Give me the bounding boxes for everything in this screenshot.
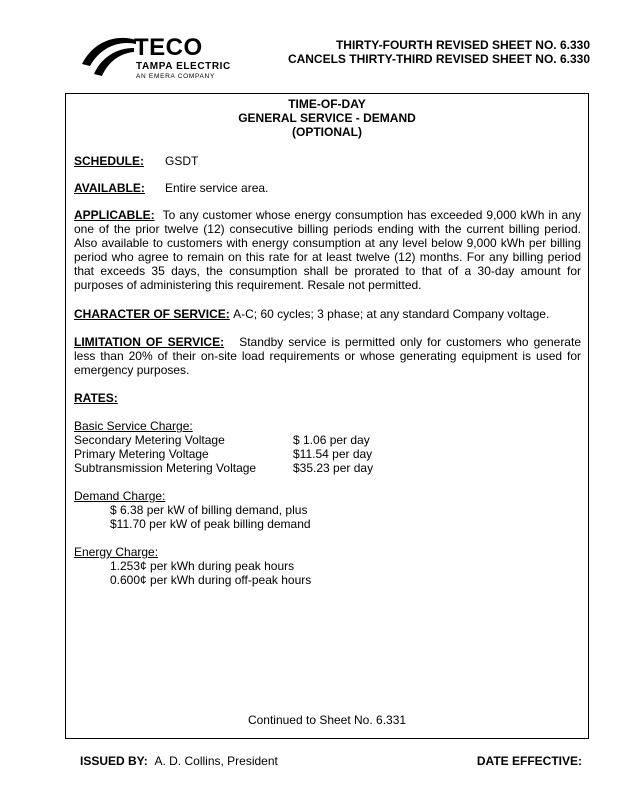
- schedule-value: GSDT: [165, 154, 199, 168]
- demand-row: $11.70 per kW of peak billing demand: [110, 517, 311, 531]
- limitation-section: [74, 335, 581, 377]
- applicable-text: To any customer whose energy consumption has exceeded 9,000 kWh in any one of the prior twelve (12) consecutive billing periods ending with the current billing period. Also available to customers with energy consumption at any level below 9,000 kWh per billing period who agree to remain on this rate for at least twelve (12) months. For any billing period that exceeds 35 days, the consumption shall be prorated to that of a 30-day amount for purposes of administering this requirement. Resale not permitted.: [74, 208, 581, 292]
- logo-name: TECO: [134, 34, 203, 61]
- title-line-3: (OPTIONAL): [292, 125, 362, 139]
- demand-charge-label: Demand Charge:: [74, 489, 166, 503]
- issued-by: [80, 754, 278, 768]
- applicable-label: APPLICABLE:: [74, 208, 155, 222]
- logo-tagline: AN EMERA COMPANY: [136, 73, 215, 80]
- schedule-label: SCHEDULE:: [74, 154, 145, 168]
- available-value: Entire service area.: [165, 181, 269, 195]
- sheet-line-1: THIRTY-FOURTH REVISED SHEET NO. 6.330: [335, 38, 590, 52]
- demand-row: $ 6.38 per kW of billing demand, plus: [110, 503, 308, 517]
- applicable-section: [74, 208, 581, 292]
- basic-row-name: Secondary Metering Voltage: [74, 433, 225, 447]
- date-effective-label: DATE EFFECTIVE:: [476, 754, 582, 768]
- limitation-label: LIMITATION OF SERVICE:: [74, 335, 225, 349]
- basic-charge-label: Basic Service Charge:: [74, 419, 193, 433]
- character-label: CHARACTER OF SERVICE:: [74, 307, 230, 321]
- energy-charge-label: Energy Charge:: [74, 545, 159, 559]
- tariff-title: [66, 97, 588, 139]
- basic-row-name: Subtransmission Metering Voltage: [74, 461, 257, 475]
- basic-row-value: $ 1.06 per day: [293, 433, 370, 447]
- sheet-line-2: CANCELS THIRTY-THIRD REVISED SHEET NO. 6.330: [287, 52, 590, 66]
- teco-logo: [78, 34, 258, 84]
- teco-swoosh-icon: [78, 34, 138, 84]
- energy-row: 0.600¢ per kWh during off-peak hours: [110, 573, 312, 587]
- energy-row: 1.253¢ per kWh during peak hours: [110, 559, 295, 573]
- tariff-box: [65, 93, 589, 739]
- basic-row-name: Primary Metering Voltage: [74, 447, 209, 461]
- basic-row-value: $11.54 per day: [293, 447, 373, 461]
- character-text: A-C; 60 cycles; 3 phase; at any standard Company voltage.: [233, 307, 550, 321]
- rates-label: RATES:: [74, 391, 118, 405]
- character-section: [74, 307, 581, 321]
- issued-by-value: A. D. Collins, President: [154, 754, 278, 768]
- limitation-text: Standby service is permitted only for customers who generate less than 20% of their on-site load requirements or whose generating equipment is used for emergency purposes.: [74, 335, 581, 377]
- issued-by-label: ISSUED BY:: [80, 754, 148, 768]
- title-line-2: GENERAL SERVICE - DEMAND: [238, 111, 416, 125]
- basic-row-value: $35.23 per day: [293, 461, 374, 475]
- logo-company: TAMPA ELECTRIC: [136, 61, 231, 72]
- available-label: AVAILABLE:: [74, 181, 145, 195]
- continued-note: Continued to Sheet No. 6.331: [247, 713, 407, 727]
- sheet-number-header: [288, 38, 590, 66]
- title-line-1: TIME-OF-DAY: [288, 97, 366, 111]
